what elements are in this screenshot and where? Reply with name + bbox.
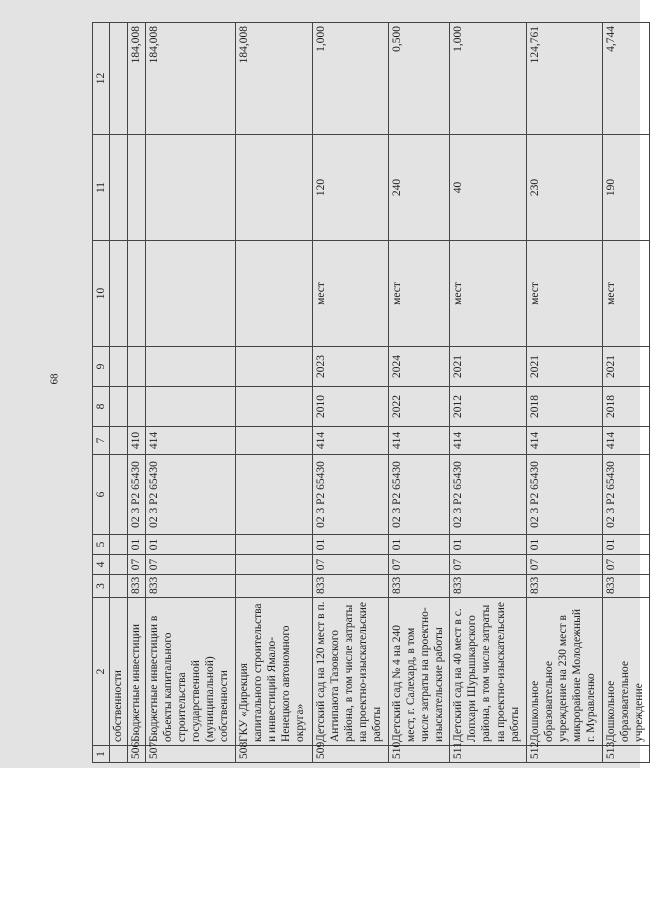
table-cell: 01 [602,535,649,555]
table-cell: 07 [602,555,649,575]
table-cell [236,455,312,535]
table-cell [110,746,128,763]
table-cell [127,387,145,427]
header-cell: 11 [93,135,110,241]
table-cell: 01 [312,535,388,555]
table-cell: 2021 [450,347,526,387]
table-cell: Бюджетные инвестиции в объекты капитального строительства государственной (муниципальной) собственности [145,598,236,746]
table-cell: 0,500 [388,23,450,135]
table-cell: Детский сад на 40 мест в с. Лопхари Шурышкарского района, в том числе затраты на проектно-изыскательские работы [450,598,526,746]
table-cell: 2024 [388,347,450,387]
table-cell [145,387,236,427]
table-cell: 1,000 [312,23,388,135]
table-cell: мест [388,241,450,347]
table-cell [127,347,145,387]
table-cell [110,455,128,535]
table-cell: 833 [450,575,526,598]
table-cell: 512 [526,746,602,763]
table-cell: 184,008 [127,23,145,135]
table-cell: 414 [450,427,526,455]
table-cell: 07 [312,555,388,575]
table-cell [127,241,145,347]
table-cell: 833 [526,575,602,598]
table-row [127,23,145,763]
table-cell [110,135,128,241]
table-cell: 833 [312,575,388,598]
table-cell: 414 [312,427,388,455]
table-row [236,23,312,763]
table-cell: 02 3 P2 65430 [312,455,388,535]
table-cell: 509 [312,746,388,763]
table-cell: мест [312,241,388,347]
table-cell: Дошкольное образовательное учреждение на 230 мест в микрорайоне Молодежный г. Муравленко [526,598,602,746]
header-cell: 9 [93,347,110,387]
table-cell: 40 [450,135,526,241]
table-cell: 02 3 P2 65430 [388,455,450,535]
table-cell [110,555,128,575]
table-cell: 2010 [312,387,388,427]
table-cell: мест [526,241,602,347]
table-cell: Детский сад на 120 мест в п. Антипаюта Тазовского района, в том числе затраты на проектно-изыскательские работы [312,598,388,746]
header-cell: 4 [93,555,110,575]
table-cell [236,135,312,241]
table-cell: 508 [236,746,312,763]
table-cell [145,241,236,347]
header-cell: 3 [93,575,110,598]
table-cell [236,427,312,455]
table-cell: 511 [450,746,526,763]
table-cell: 414 [388,427,450,455]
header-cell: 12 [93,23,110,135]
header-cell: 8 [93,387,110,427]
table-cell: 414 [602,427,649,455]
table-cell: 07 [127,555,145,575]
table-cell: Бюджетные инвестиции [127,598,145,746]
table-cell: 2018 [602,387,649,427]
table-cell [236,241,312,347]
table-cell: 506 [127,746,145,763]
table-row [110,23,128,763]
table-cell [110,347,128,387]
table-cell: 4,744 [602,23,649,135]
table-cell: 184,008 [236,23,312,135]
table-cell [110,427,128,455]
page-number: 68 [48,373,61,385]
table-cell: мест [602,241,649,347]
table-cell: 02 3 P2 65430 [145,455,236,535]
table-cell: 2012 [450,387,526,427]
table-cell [145,135,236,241]
table-cell: 07 [450,555,526,575]
header-cell: 7 [93,427,110,455]
table-cell: 124,761 [526,23,602,135]
table-cell [110,535,128,555]
table-cell: 01 [526,535,602,555]
table-cell: 2022 [388,387,450,427]
table-cell: 02 3 P2 65430 [602,455,649,535]
table-frame [92,23,650,763]
table-row [526,23,602,763]
table-cell: 513 [602,746,649,763]
table-cell: 410 [127,427,145,455]
table-cell [110,575,128,598]
table-cell [236,555,312,575]
header-cell: 10 [93,241,110,347]
table-cell: 07 [526,555,602,575]
table-cell [236,535,312,555]
table-cell: 01 [127,535,145,555]
table-cell: 240 [388,135,450,241]
header-cell: 5 [93,535,110,555]
table-cell: 414 [145,427,236,455]
header-cell: 6 [93,455,110,535]
header-row [93,23,110,763]
header-cell: 1 [93,746,110,763]
table-cell [110,23,128,135]
table-cell: 414 [526,427,602,455]
table-cell [236,387,312,427]
table-cell: 230 [526,135,602,241]
table-cell: Детский сад № 4 на 240 мест, г. Салехард, в том числе затраты на проектно-изыскательские работы [388,598,450,746]
table-cell: ГКУ «Дирекция капитального строительства и инвестиций Ямало-Ненецкого автономного округа» [236,598,312,746]
table-cell: 120 [312,135,388,241]
table-row [450,23,526,763]
table-cell: 07 [388,555,450,575]
table-cell: 02 3 P2 65430 [450,455,526,535]
table-cell: 07 [145,555,236,575]
table-cell: 02 3 P2 65430 [526,455,602,535]
table-cell: 02 3 P2 65430 [127,455,145,535]
table-cell: 833 [602,575,649,598]
table-cell: 01 [450,535,526,555]
table-cell: 2021 [602,347,649,387]
table-cell: 1,000 [450,23,526,135]
table-cell: 833 [145,575,236,598]
table-cell [145,347,236,387]
table-cell: 833 [388,575,450,598]
table-row [602,23,649,763]
table-cell: 2018 [526,387,602,427]
table-cell: 507 [145,746,236,763]
table-row [388,23,450,763]
table-cell [236,575,312,598]
table-cell: 01 [145,535,236,555]
table-cell: 2021 [526,347,602,387]
header-cell: 2 [93,598,110,746]
table-body [93,23,650,763]
table-cell: мест [450,241,526,347]
table-row [145,23,236,763]
table-cell [127,135,145,241]
table-cell: Дошкольное образовательное учреждение [602,598,649,746]
table-cell: 510 [388,746,450,763]
budget-table [92,22,650,763]
table-cell [236,347,312,387]
table-cell: собственности [110,598,128,746]
table-cell [110,241,128,347]
table-cell: 833 [127,575,145,598]
table-cell: 184,008 [145,23,236,135]
table-cell: 01 [388,535,450,555]
table-cell: 2023 [312,347,388,387]
table-cell [110,387,128,427]
table-row [312,23,388,763]
table-cell: 190 [602,135,649,241]
